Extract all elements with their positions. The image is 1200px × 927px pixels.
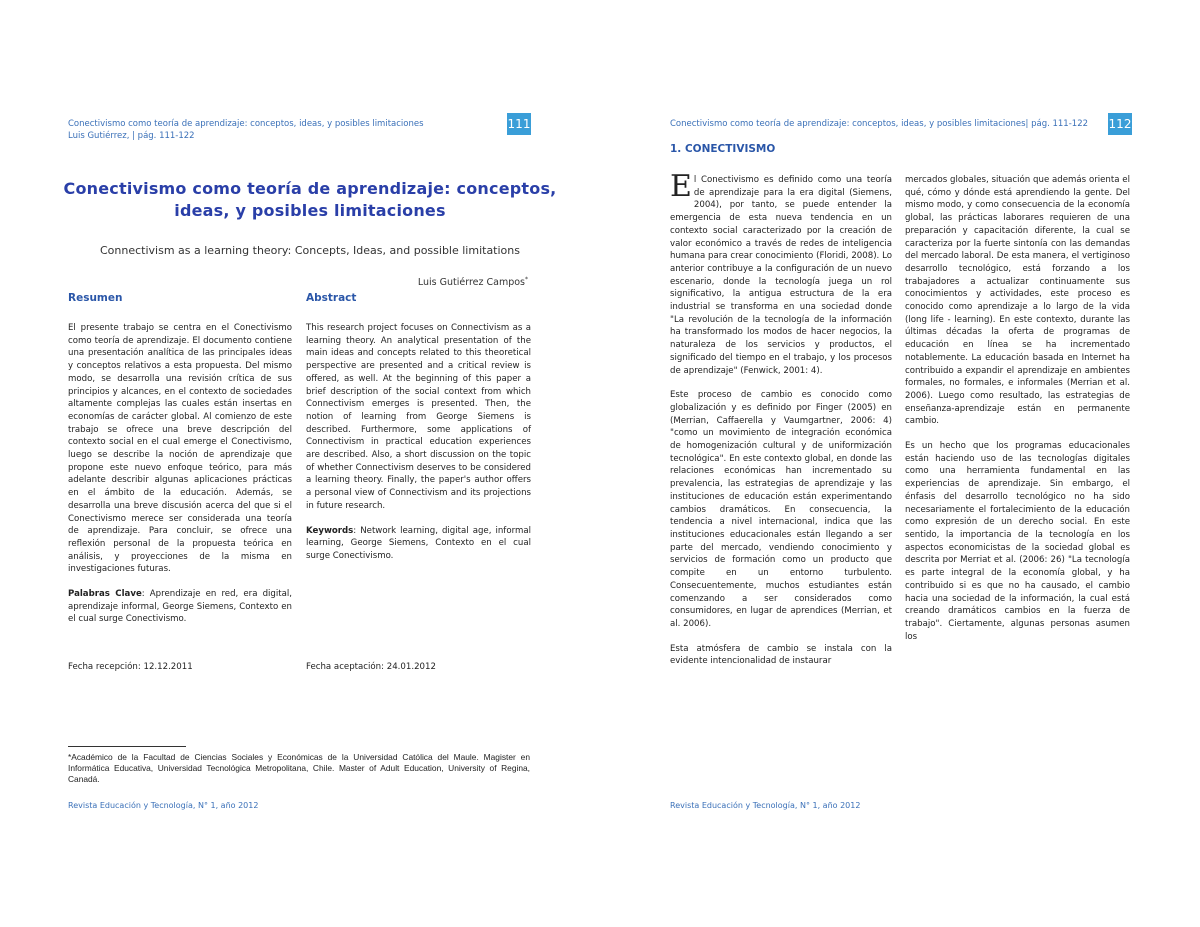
running-header-author: Luis Gutiérrez, | pág. 111-122	[68, 131, 195, 141]
title-line-2: ideas, y posibles limitaciones	[174, 201, 446, 220]
title-line-1: Conectivismo como teoría de aprendizaje: conceptos,	[63, 179, 557, 198]
left-paragraph-1	[670, 169, 892, 377]
left-paragraph-2: Este proceso de cambio es conocido como globalización y es definido por Finger (2005) en (Merrian, Caffaerella y Vaumgartner, 2006: 4) "como un movimiento de integración económica de homogenización cultural y de uniformización tecnológica". En este contexto global, en donde las relaciones económicas han incrementado su prevalencia, las estrategias de aprendizaje y las instituciones de educación están experimentando cambios dramáticos. En consecuencia, la tendencia a nivel internacional, indica que las instituciones educacionales están llegando a ser parte del mercado, vendiendo conocimiento y servicios de formación como un producto que compite en un entorno turbulento. Consecuentemente, muchos estudiantes están comenzando a ser considerados como consumidores, en lugar de aprendices (Merrian, et al. 2006).	[670, 390, 892, 629]
author-footnote-mark: *	[525, 276, 528, 283]
running-header: Conectivismo como teoría de aprendizaje: conceptos, ideas, y posibles limitaciones| pág. 111-122	[670, 119, 1089, 129]
palabras-clave-text: : Aprendizaje en red, era digital, aprendizaje informal, George Siemens, Contexto en el cual surge Conectivismo.	[68, 589, 293, 625]
left-paragraph-1-text: l Conectivismo es definido como una teoría de aprendizaje para la era digital (Siemens, 2004), por tanto, se puede entender la emergencia de esta nueva tendencia en un contexto social caracterizado por la creación de valor económico a través de redes de inteligencia humana para crear conocimiento (Floridi, 2008). Lo anterior contribuye a la configuración de un nuevo escenario, donde la tecnología juega un rol significativo, la antigua estructura de la era industrial se transforma en una sociedad donde "La revolución de la tecnología de la información ha transformado los modos de hacer negocios, la naturaleza de los servicios y productos, el significado del tiempo en el trabajo, y los procesos de aprendizaje" (Fenwick, 2001: 4).	[670, 175, 892, 376]
drop-cap: E	[670, 169, 692, 204]
footnote-rule	[68, 746, 186, 747]
abstract-heading: Abstract	[306, 292, 357, 304]
abstract-column	[306, 322, 531, 563]
page-number-badge: 112	[1108, 113, 1132, 135]
author-footnote: *Académico de la Facultad de Ciencias Sociales y Económicas de la Universidad Católica del Maule. Magister en Informática Educativa, Universidad Tecnológica Metropolitana, Chile. Master of Adult Education, University of Regina, Canadá.	[68, 752, 530, 784]
resumen-heading: Resumen	[68, 292, 123, 304]
resumen-column	[68, 322, 292, 626]
fecha-recepcion: Fecha recepción: 12.12.2011	[68, 662, 193, 672]
right-paragraph-2: Es un hecho que los programas educacionales están haciendo uso de las tecnologías digitales como una herramienta fundamental en las experiencias de aprendizaje. Sin embargo, el énfasis del desarrollo tecnológico no ha sido necesariamente el fortalecimiento de la educación como expresión de un derecho social. En este sentido, la importancia de la tecnología en los aspectos economicistas de la sociedad global es descrita por Merriat et al. (2006: 26) "La tecnología es parte integral de la economía global, y ha contribuido si es que no ha causado, el cambio hacia una sociedad de la información, la cual está creando dramáticos cambios en la fuerza de trabajo". Ciertamente, algunas personas asumen los	[905, 441, 1130, 642]
journal-footer: Revista Educación y Tecnología, N° 1, año 2012	[670, 801, 861, 810]
english-subtitle: Connectivism as a learning theory: Concepts, Ideas, and possible limitations	[100, 244, 520, 257]
left-column	[670, 169, 892, 668]
abstract-text: This research project focuses on Connectivism as a learning theory. An analytical presentation of the main ideas and concepts related to this theoretical perspective are presented and a critical review is offered, as well. At the beginning of this paper a brief description of the social context from which Connectivism emerges is presented. Then, the notion of learning from George Siemens is described. Furthermore, some applications of Connectivism in practical education experiences are described. Also, a short discussion on the topic of whether Connectivism deserves to be considered a learning theory. Finally, the paper's author offers a personal view of Connectivism and its projections in future research.	[306, 323, 531, 511]
left-paragraph-3: Esta atmósfera de cambio se instala con la evidente intencionalidad de instaurar	[670, 643, 892, 667]
palabras-clave-label: Palabras Clave	[68, 589, 142, 600]
journal-footer: Revista Educación y Tecnología, N° 1, año 2012	[68, 801, 259, 810]
page-112	[600, 0, 1200, 927]
keywords-label: Keywords	[306, 525, 354, 536]
fecha-aceptacion: Fecha aceptación: 24.01.2012	[306, 662, 436, 672]
running-header-title: Conectivismo como teoría de aprendizaje: conceptos, ideas, y posibles limitaciones	[68, 119, 424, 129]
running-header	[68, 118, 424, 142]
keywords-text: : Network learning, digital age, informal learning, George Siemens, Contexto en el cual surge Conectivismo.	[306, 525, 531, 561]
right-paragraph-1: mercados globales, situación que además orienta el qué, cómo y dónde está aprendiendo la gente. Del mismo modo, y como consecuencia de la economía global, las prácticas laborares requieren de una preparación y capacitación diferente, la cual se caracteriza por la fuerte sintonía con las demandas del mercado laboral. De esta manera, el vertiginoso desarrollo tecnológico, está forzando a los trabajadores a actualizar continuamente sus conocimientos y actividades, este proceso es conocido como aprendizaje a lo largo de la vida (long life - learning). En este contexto, durante las últimas décadas la oferta de programas de educación en línea se ha incrementado notablemente. La educación basada en Internet ha contribuido a expandir el aprendizaje en ambientes formales, no formales, e informales (Merrian et al. 2006). Luego como resultado, las estrategias de enseñanza-aprendizaje están en permanente cambio.	[905, 175, 1130, 427]
section-heading: 1. CONECTIVISMO	[670, 143, 776, 155]
resumen-text: El presente trabajo se centra en el Conectivismo como teoría de aprendizaje. El documento contiene una presentación analítica de las principales ideas y conceptos relativos a esta propuesta. Del mismo modo, se desarrolla una revisión crítica de sus principios y alcances, en el contexto de sociedades altamente complejas las cuales están insertas en economías de carácter global. Al comienzo de este trabajo se ofrece una breve descripción del contexto social en el cual emerge el Conectivismo, luego se describe la noción de aprendizaje que propone este nuevo enfoque teórico, para más adelante describir algunas aplicaciones prácticas en el ámbito de la educación. Además, se desarrolla una breve discusión acerca del que si el Conectivismo merece ser considerada una teoría de aprendizaje. Para concluir, se ofrece una reflexión personal de la propuesta teórica en análisis, y proyecciones de la misma en investigaciones futuras.	[68, 323, 292, 575]
right-column	[905, 174, 1130, 643]
palabras-clave	[68, 588, 292, 626]
author-name-text: Luis Gutiérrez Campos	[417, 277, 525, 289]
article-title	[60, 178, 560, 222]
author-name	[418, 276, 528, 288]
keywords	[306, 525, 531, 563]
page-number-badge: 111	[507, 113, 531, 135]
